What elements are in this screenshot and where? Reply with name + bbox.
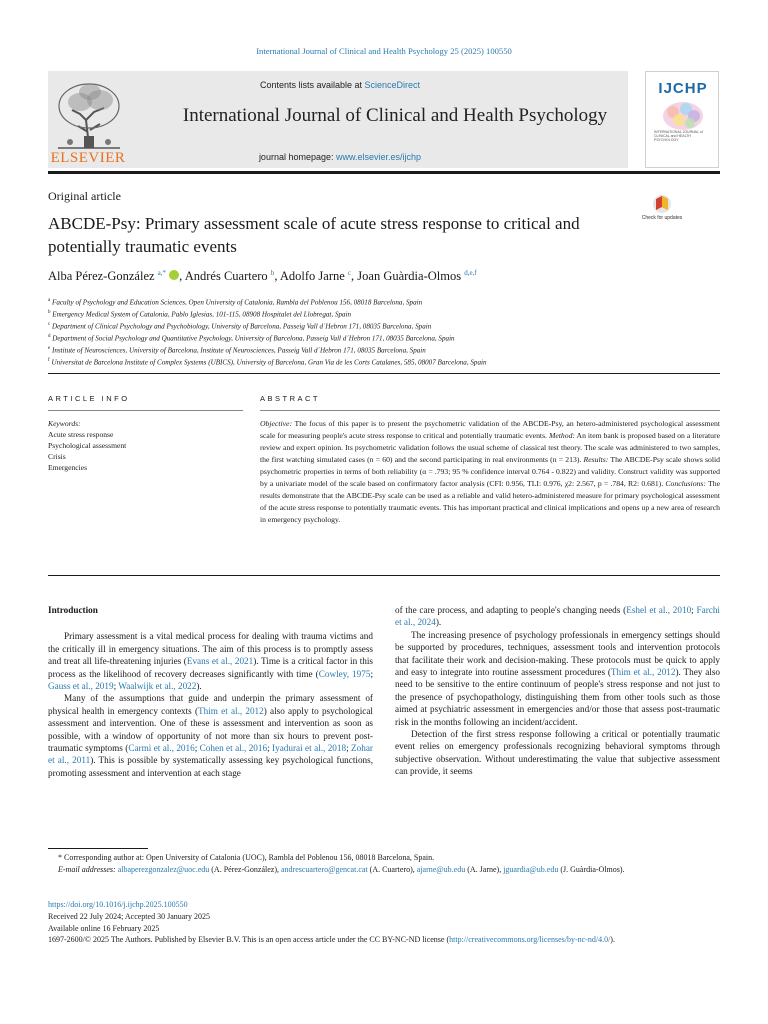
abstract-heading: ABSTRACT xyxy=(260,394,321,403)
citation-link[interactable]: Iyadurai et al., 2018 xyxy=(272,743,347,754)
author-affiliation-marker[interactable]: a,* xyxy=(157,269,167,277)
affiliation-item: $^d$ Department of Social Psychology and Quantitative Psychology, University of Barcelona, Passeig Vall d´Hebron 171, 08035 Barcelona, Spain xyxy=(48,333,455,343)
keyword-item: Psychological assessment xyxy=(48,441,127,450)
citation-link[interactable]: Cowley, 1975 xyxy=(318,668,371,679)
author-name[interactable]: Andrés Cuartero xyxy=(184,269,268,284)
citation-link[interactable]: Thim et al., 2012 xyxy=(198,705,264,716)
affiliation-item: $^e$ Institute of Neurosciences, University of Barcelona, Institute of Neurosciences, Passeig Vall d´Hebron 171, 08035 Barcelona, Spain xyxy=(48,345,426,355)
affiliation-item: $^c$ Department of Clinical Psychology and Psychobiology, University of Barcelona, Passeig Vall d´Hebron 171, 08035 Barcelona, Spain xyxy=(48,321,432,331)
citation-link[interactable]: Zohar et al., 2011 xyxy=(48,743,373,766)
article-metadata xyxy=(48,899,720,946)
citation-link[interactable]: Cohen et al., 2016 xyxy=(199,743,268,754)
abstract-text: Objective: The focus of this paper is to present the psychometric validation of the ABCDE-Psy, an hetero-administered psychological assessment scale for measuring people's acute stress response to critical and potentially traumatic events. Method: An item bank is proposed based on a literature review and expert opinion. Its psychometric validation follows the usual scheme of classical test theory. The scale was administered to two samples, the first watching simulated cases (n = 60) and the second participating in real environments (n = 213). Results: The ABCDE-Psy scale shows solid psychometric properties in terms of both reliability (α = .793; 95 % confidence interval 0.764 - 0.822) and validity. Construct validity was supported by a univariate model of the scale based on confirmatory factor analysis (CFI: 0.956, TLI: 0.976, χ2: 2.567, p = .784, R2: 0.681). Conclusions: The results demonstrate that the ABCDE-Psy scale can be used as a reliable and valid hetero-administered measure for primary psychological assessment of the acute stress response to potentially traumatic events. This has important practical and clinical implications and opens up a new area of research in emergency psychology. xyxy=(260,419,720,525)
citation-link[interactable]: Waalwijk et al., 2022 xyxy=(118,681,197,692)
citation-link[interactable]: Evans et al., 2021 xyxy=(186,656,254,667)
author-name[interactable]: Alba Pérez-González xyxy=(48,269,155,284)
header-divider xyxy=(48,171,720,174)
body-paragraph: Detection of the first stress response following a critical or potentially traumatic event relies on emergency professionals recognizing behavioral symptoms through subjective observation. Without underestimating the value that subjective assessment can provide, it seems xyxy=(395,729,720,777)
article-type: Original article xyxy=(48,189,121,203)
check-for-updates-icon[interactable] xyxy=(641,193,683,229)
citation-link[interactable]: Thim et al., 2012 xyxy=(610,667,676,678)
license-statement: 1697-2600/© 2025 The Authors. Published by Elsevier B.V. This is an open access article under the CC BY-NC-ND license (http://creativecommons.org/licenses/by-nc-nd/4.0/). xyxy=(48,935,615,945)
abstract-bottom-divider xyxy=(48,575,720,576)
body-paragraph: Many of the assumptions that guide and underpin the primary assessment of physical health in emergency contexts (Thim et al., 2012) also apply to psychological assessment and intervention. One of these is assessment and intervention as soon as possible, with a window of opportunity of not more than six hours to prevent post-traumatic symptoms (Carmi et al., 2016; Cohen et al., 2016; Iyadurai et al., 2018; Zohar et al., 2011). This is possible by systematically assessing key psychological functions, promoting assessment and intervention at each stage xyxy=(48,693,373,778)
journal-homepage-link[interactable]: www.elsevier.es/ijchp xyxy=(336,152,422,162)
author-list: Alba Pérez-González $^{a,*}$ , Andrés Cuartero $^b$, Adolfo Jarne $^c$, Joan Guàrdia-Olmos $^{d,e,f}$ xyxy=(48,269,477,284)
keywords-block xyxy=(48,418,243,473)
body-paragraph: of the care process, and adapting to people's changing needs (Eshel et al., 2010; Farchi et al., 2024). xyxy=(395,605,720,628)
check-badge-label: Check for updates xyxy=(641,215,683,221)
citation-link[interactable]: Farchi et al., 2024 xyxy=(395,605,720,628)
contents-availability: Contents lists available at ScienceDirect xyxy=(259,80,421,90)
author-name[interactable]: Joan Guàrdia-Olmos xyxy=(357,269,462,284)
article-title: ABCDE-Psy: Primary assessment scale of acute stress response to critical and potentially traumatic events xyxy=(48,214,580,256)
elsevier-logo-text: ELSEVIER xyxy=(50,150,126,166)
affiliation-list xyxy=(48,296,720,368)
cover-subtitle: INTERNATIONAL JOURNAL of CLINICAL and HEALTH PSYCHOLOGY xyxy=(654,130,703,142)
keywords-label: Keywords: xyxy=(48,419,81,428)
affiliation-item: $^b$ Emergency Medical System of Catalonia, Pablo Iglesias, 101-115, 08908 Hospitalet del Llobregat, Spain xyxy=(48,309,352,319)
body-column-left xyxy=(48,604,373,779)
affiliation-divider xyxy=(48,373,720,374)
license-link[interactable]: http://creativecommons.org/licenses/by-nc-nd/4.0/ xyxy=(449,935,611,945)
author-affiliation-marker[interactable]: d,e,f xyxy=(464,269,477,277)
email-link[interactable]: ajarne@ub.edu xyxy=(416,864,466,874)
sciencedirect-link[interactable]: ScienceDirect xyxy=(364,80,421,90)
affiliation-item: $^f$ Universitat de Barcelona Institute of Complex Systems (UBICS), University of Barcelona, Gran Via de les Corts Catalanes, 585, 08007 Barcelona, Spain xyxy=(48,357,487,367)
body-column-right xyxy=(395,604,720,778)
affiliation-item: $^a$ Faculty of Psychology and Education Sciences, Open University of Catalonia, Rambla del Poblenou 156, 08018 Barcelona, Spain xyxy=(48,298,423,307)
author-affiliation-marker[interactable]: b xyxy=(270,269,275,277)
author-affiliation-marker[interactable]: c xyxy=(347,269,352,277)
email-link[interactable]: albaperezgonzalez@uoc.edu xyxy=(117,864,210,874)
article-info-divider xyxy=(48,410,243,411)
citation-link[interactable]: Eshel et al., 2010 xyxy=(626,605,692,615)
doi-link[interactable]: https://doi.org/10.1016/j.ijchp.2025.100550 xyxy=(48,900,188,909)
footnotes xyxy=(48,852,720,876)
body-paragraph: Primary assessment is a vital medical process for dealing with trauma victims and the critically ill in emergency situations. The aim of this process is to promptly assess and treat all life-threatening injuries (Evans et al., 2021). Time is a critical factor in this process as the likelihood of recovery decreases significantly with time (Cowley, 1975; Gauss et al., 2019; Waalwijk et al., 2022). xyxy=(48,631,374,692)
author-name[interactable]: Adolfo Jarne xyxy=(279,269,345,284)
journal-citation[interactable]: International Journal of Clinical and Health Psychology 25 (2025) 100550 xyxy=(256,46,512,56)
journal-title: International Journal of Clinical and Health Psychology xyxy=(182,105,608,126)
orcid-icon[interactable] xyxy=(169,270,179,280)
corresponding-author-note: * Corresponding author at: Open University of Catalonia (UOC), Rambla del Poblenou 156, 08018 Barcelona, Spain. xyxy=(58,853,435,862)
keyword-item: Emergencies xyxy=(48,463,88,472)
cover-title: IJCHP xyxy=(658,80,708,97)
received-dates: Received 22 July 2024; Accepted 30 January 2025 xyxy=(48,911,210,921)
journal-cover-thumbnail[interactable] xyxy=(645,71,719,168)
citation-link[interactable]: Carmi et al., 2016 xyxy=(128,743,195,754)
article-info-heading: ARTICLE INFO xyxy=(48,394,130,403)
email-link[interactable]: andrescuartero@gencat.cat xyxy=(281,864,368,874)
keyword-item: Acute stress response xyxy=(48,430,114,439)
email-addresses: E-mail addresses: albaperezgonzalez@uoc.edu (A. Pérez-González), andrescuartero@gencat.cat (A. Cuartero), ajarne@ub.edu (A. Jarne), jguardia@ub.edu (J. Guàrdia-Olmos). xyxy=(58,864,625,874)
journal-homepage: journal homepage: www.elsevier.es/ijchp xyxy=(258,152,422,162)
body-paragraph: The increasing presence of psychology professionals in emergency settings should be supported by procedures, techniques, assessment tools and intervention protocols that facilitate their work and decision-making. These protocols must be quick to apply and easy to integrate into routine assessment procedures (Thim et al., 2012). They also need to be sensitive to the entire continuum of people's stress response and not just to the presence of psychopathology, distinguishing them from other tools such as those aimed at psychiatric assessment in emergencies and/or those that assess post-traumatic risk in the months following an incident/accident. xyxy=(395,629,720,727)
available-online-date: Available online 16 February 2025 xyxy=(48,923,160,933)
keyword-item: Crisis xyxy=(48,452,66,461)
footnote-divider xyxy=(48,848,148,849)
email-link[interactable]: jguardia@ub.edu xyxy=(503,864,559,874)
citation-link[interactable]: Gauss et al., 2019 xyxy=(48,681,114,692)
section-heading-introduction: Introduction xyxy=(48,605,98,615)
abstract-divider xyxy=(260,410,720,411)
